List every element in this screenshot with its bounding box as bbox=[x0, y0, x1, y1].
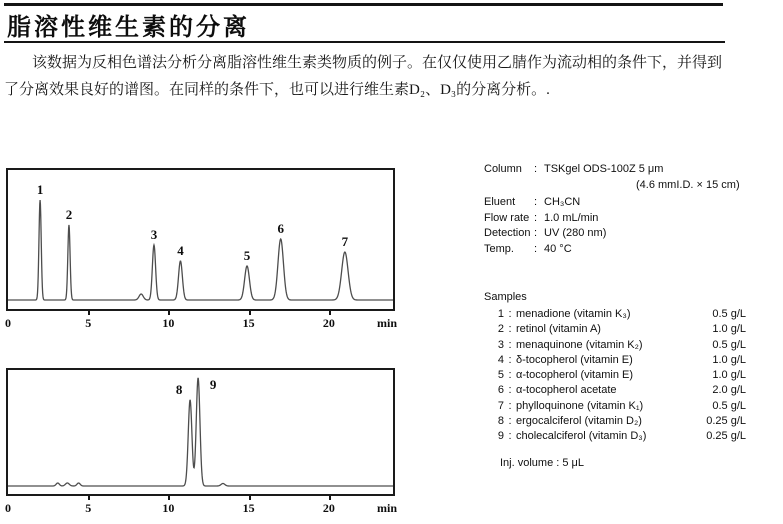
chromatogram-trace bbox=[8, 170, 393, 309]
page-title: 脂溶性维生素的分离 bbox=[7, 15, 250, 41]
x-axis-unit-label: min bbox=[376, 316, 397, 330]
condition-label: Temp. bbox=[484, 242, 514, 255]
sample-name: menadione (vitamin K₃) bbox=[516, 308, 631, 320]
sample-concentration: 1.0 g/L bbox=[712, 353, 746, 366]
sample-concentration: 0.5 g/L bbox=[712, 308, 746, 320]
peak-label-1: 1 bbox=[36, 182, 44, 197]
chromatogram-trace bbox=[8, 370, 393, 494]
peak-label-3: 3 bbox=[150, 227, 158, 242]
sample-number: 4 bbox=[497, 353, 504, 366]
sample-number: 6 bbox=[497, 384, 504, 397]
condition-value: (4.6 mmI.D. × 15 cm) bbox=[636, 178, 740, 191]
x-axis-tick bbox=[329, 311, 331, 315]
peak-label-9: 9 bbox=[209, 377, 217, 392]
sample-row bbox=[490, 368, 746, 383]
condition-value: 40 °C bbox=[544, 242, 572, 255]
sample-number: 1 bbox=[497, 308, 504, 320]
sample-row bbox=[490, 338, 746, 353]
sample-name: phylloquinone (vitamin K₁) bbox=[516, 399, 644, 412]
peak-label-6: 6 bbox=[277, 221, 284, 236]
sample-concentration: 1.0 g/L bbox=[712, 323, 746, 336]
peak-label-5: 5 bbox=[243, 248, 251, 263]
sample-separator: : bbox=[508, 353, 512, 366]
sample-number: 2 bbox=[497, 323, 504, 336]
sample-separator: : bbox=[508, 430, 512, 443]
sample-row bbox=[490, 322, 746, 337]
sample-separator: : bbox=[508, 308, 512, 320]
condition-label: Flow rate bbox=[484, 211, 530, 224]
x-axis-tick-label: 20 bbox=[322, 316, 335, 330]
x-axis-tick-label: 10 bbox=[162, 316, 175, 330]
x-axis-tick bbox=[249, 496, 251, 500]
sample-separator: : bbox=[508, 369, 512, 382]
samples-list bbox=[490, 307, 746, 445]
injection-volume: Inj. volume : 5 μL bbox=[500, 457, 584, 469]
sample-concentration: 0.25 g/L bbox=[706, 415, 746, 428]
sample-name: ergocalciferol (vitamin D₂) bbox=[516, 415, 642, 428]
intro-paragraph bbox=[4, 50, 764, 104]
trace-line bbox=[8, 378, 393, 486]
intro-line-2: 了分离效果良好的谱图。在同样的条件下，也可以进行维生素D₂、D₃的分离分析。. bbox=[4, 82, 550, 98]
condition-value: 1.0 mL/min bbox=[544, 211, 599, 224]
x-axis-tick-label: 15 bbox=[242, 316, 255, 330]
condition-separator: : bbox=[534, 196, 538, 208]
condition-value: UV (280 nm) bbox=[544, 227, 607, 239]
chromatogram-1-x-axis bbox=[6, 311, 395, 333]
samples-header: Samples bbox=[484, 291, 527, 303]
condition-separator: : bbox=[534, 211, 538, 224]
sample-name: α-tocopherol (vitamin E) bbox=[516, 369, 634, 382]
samples-block bbox=[484, 291, 748, 445]
condition-row-flow-rate bbox=[484, 211, 783, 227]
sample-concentration: 0.25 g/L bbox=[706, 430, 746, 443]
condition-label: Eluent bbox=[484, 196, 516, 208]
condition-value: CH₃CN bbox=[544, 196, 581, 208]
condition-row-column bbox=[484, 162, 783, 178]
x-axis-unit-label: min bbox=[376, 501, 397, 515]
sample-concentration: 0.5 g/L bbox=[712, 399, 746, 412]
peak-label-4: 4 bbox=[177, 243, 184, 258]
peak-label-2: 2 bbox=[65, 207, 73, 222]
condition-label: Detection bbox=[484, 227, 531, 239]
sample-name: menaquinone (vitamin K₂) bbox=[516, 338, 643, 351]
chromatogram-1 bbox=[6, 168, 395, 311]
sample-name: cholecalciferol (vitamin D₃) bbox=[516, 430, 647, 443]
sample-name: retinol (vitamin A) bbox=[516, 323, 601, 336]
sample-number: 5 bbox=[497, 369, 504, 382]
x-axis-tick bbox=[88, 496, 90, 500]
sample-concentration: 2.0 g/L bbox=[712, 384, 746, 397]
chromatogram-2 bbox=[6, 368, 395, 496]
sample-separator: : bbox=[508, 338, 512, 351]
x-axis-tick-label: 0 bbox=[5, 501, 11, 515]
x-axis-tick bbox=[168, 496, 170, 500]
x-axis-tick-label: 15 bbox=[242, 501, 255, 515]
x-axis-tick-label: 5 bbox=[85, 316, 92, 330]
condition-row-temp bbox=[484, 242, 783, 258]
x-axis-tick-label: 5 bbox=[85, 501, 92, 515]
title-rule-bottom bbox=[4, 41, 725, 43]
x-axis-tick bbox=[168, 311, 170, 315]
sample-row bbox=[490, 353, 746, 368]
sample-row bbox=[490, 399, 746, 414]
condition-separator: : bbox=[534, 163, 538, 175]
sample-concentration: 1.0 g/L bbox=[712, 369, 746, 382]
peak-label-7: 7 bbox=[341, 234, 349, 249]
condition-row-eluent bbox=[484, 195, 783, 211]
condition-row-column-dims bbox=[484, 178, 783, 194]
sample-separator: : bbox=[508, 415, 512, 428]
x-axis-tick bbox=[88, 311, 90, 315]
title-rule-top bbox=[4, 3, 723, 6]
sample-number: 9 bbox=[497, 430, 504, 443]
sample-separator: : bbox=[508, 399, 512, 412]
sample-row bbox=[490, 383, 746, 398]
sample-number: 8 bbox=[497, 415, 504, 428]
chromatogram-2-x-axis bbox=[6, 496, 395, 518]
x-axis-tick bbox=[329, 496, 331, 500]
sample-row bbox=[490, 429, 746, 444]
x-axis-tick-label: 20 bbox=[322, 501, 335, 515]
condition-value: TSKgel ODS-100Z 5 μm bbox=[544, 163, 664, 175]
sample-number: 7 bbox=[497, 399, 504, 412]
intro-line-1: 该数据为反相色谱法分析分离脂溶性维生素类物质的例子。在仅仅使用乙腈作为流动相的条件下，并得到 bbox=[32, 55, 723, 71]
sample-row bbox=[490, 307, 746, 322]
sample-row bbox=[490, 414, 746, 429]
conditions-block bbox=[484, 162, 783, 257]
x-axis-tick-label: 0 bbox=[5, 316, 11, 330]
x-axis-tick bbox=[249, 311, 251, 315]
condition-separator: : bbox=[534, 227, 538, 239]
sample-separator: : bbox=[508, 323, 512, 336]
peak-label-8: 8 bbox=[175, 382, 183, 397]
sample-name: δ-tocopherol (vitamin E) bbox=[516, 353, 633, 366]
sample-concentration: 0.5 g/L bbox=[712, 338, 746, 351]
x-axis-tick-label: 10 bbox=[162, 501, 175, 515]
sample-name: α-tocopherol acetate bbox=[516, 384, 617, 397]
condition-separator: : bbox=[534, 242, 538, 255]
condition-label: Column bbox=[484, 163, 522, 175]
sample-separator: : bbox=[508, 384, 512, 397]
sample-number: 3 bbox=[497, 338, 504, 351]
condition-row-detection bbox=[484, 226, 783, 242]
